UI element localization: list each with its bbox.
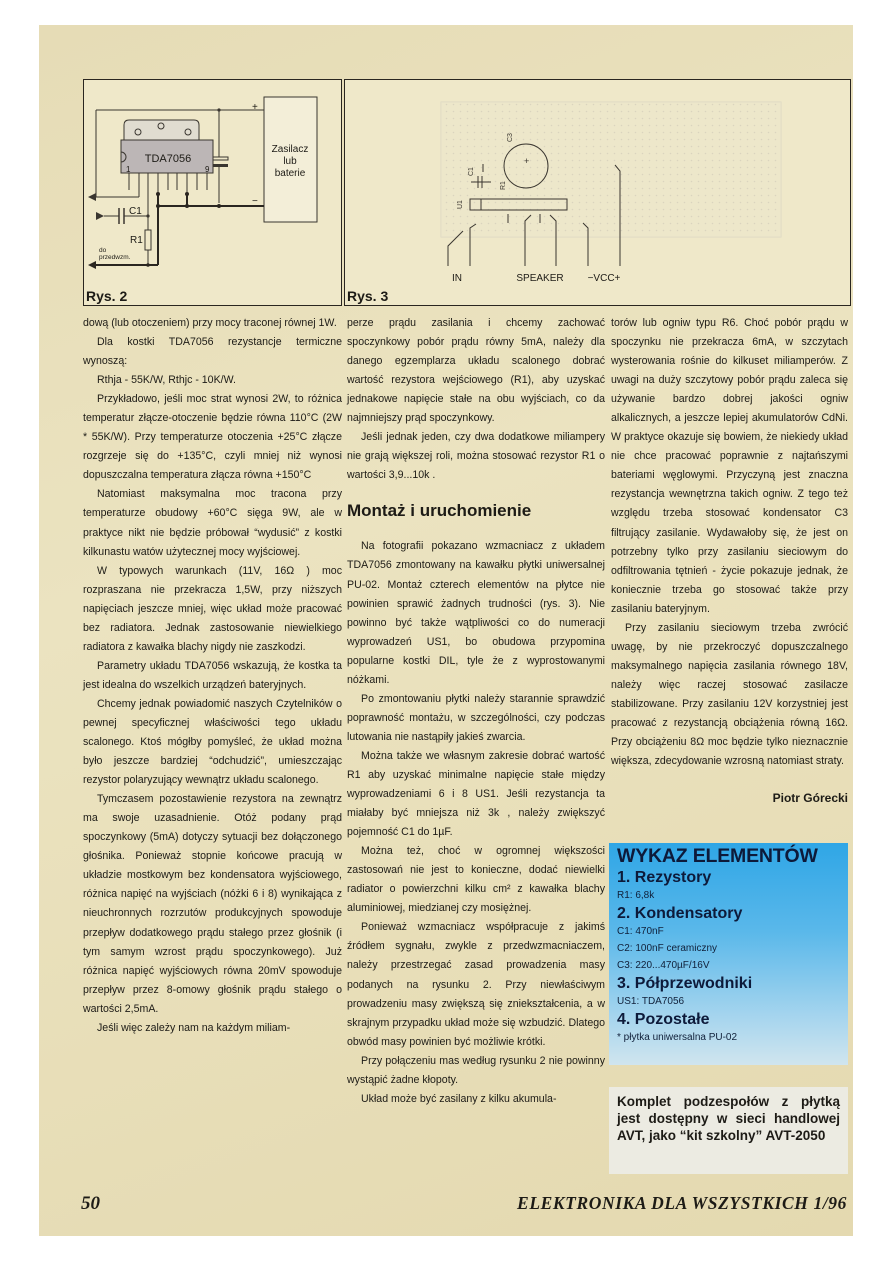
- paragraph: Na fotografii pokazano wzmacniacz z układem TDA7056 zmontowany na kawałku płytki uniwersalnej PU-02. Montaż czterech elementów na płytce nie powinien sprawić żadnych trudności (rys. 3). Nie powinno być także wątpliwości co do numeracji wyprowadzeń US1, bo obudowa przypomina popularne kostki DIL, tyle że z wyprostowanymi nóżkami.: [347, 540, 605, 686]
- paragraph: Tymczasem pozostawienie rezystora na zewnątrz ma swoje uzasadnienie. Otóż podany prąd spoczynkowy (5mA) dotyczy sytuacji bez dołączonego głośnika. Ponieważ stopnie końcowe pracują w układzie mostkowym bez kondensatora wyjściowego, różnica napięć na wyjściach (nóżki 6 i 8) wynikająca z nieuchronnych rozrzutów produkcyjnych spowoduje przepływ dodatkowego prądu stałego przez głośnik (i tym samym wzrost prądu spoczynkowego). Już różnica napięć wyjściowych równa 20mV spowoduje przepływ przez 8-omowy głośnik prądu stałego o wartości 2,5mA.: [83, 793, 342, 1015]
- svg-text:SPEAKER: SPEAKER: [516, 273, 564, 284]
- figure-caption: Rys. 2: [86, 288, 128, 304]
- svg-text:C3: C3: [507, 133, 514, 142]
- magazine-page: [39, 25, 853, 1236]
- svg-text:do: do: [99, 247, 107, 254]
- svg-text:R1: R1: [130, 235, 143, 246]
- paragraph: Ponieważ wzmacniacz współpracuje z jakimś źródłem sygnału, zwykle z przedwzmacniaczem, należy przestrzegać zasad prowadzenia masy podanych na rysunku 2. Przy niewłaściwym prowadzeniu masy zwiększą się zniekształcenia, a w skrajnym przypadku układ może się wzbudzić. Dlatego obwód masy powinien być możliwie krótki.: [347, 921, 605, 1048]
- parts-section-heading: 2. Kondensatory: [617, 905, 743, 922]
- svg-text:C1: C1: [468, 167, 475, 176]
- paragraph: perze prądu zasilania i chcemy zachować spoczynkowy pobór prądu równy 5mA, należy dla danego egzemplarza układu scalonego dobrać wartość rezystora wejściowego (R1), aby uzyskać jednakowe napięcie stałe na obu wyjściach, co da najmniejszy prąd spoczynkowy.: [347, 317, 605, 425]
- svg-text:−: −: [252, 196, 258, 207]
- svg-text:+: +: [524, 156, 530, 166]
- paragraph: Natomiast maksymalna moc tracona przy temperaturze obudowy +60°C sięga 9W, ale w praktyce nikt nie będzie próbował “wydusić” z kostki kilkunastu watów użytecznej mocy wyjściowej.: [83, 488, 342, 558]
- paragraph: Jeśli jednak jeden, czy dwa dodatkowe miliampery nie grają większej roli, można stosować rezystor R1 o wartości 3,9...10k .: [347, 431, 605, 482]
- svg-text:U1: U1: [457, 200, 464, 209]
- parts-list-title: WYKAZ ELEMENTÓW: [617, 845, 818, 867]
- parts-item: C3: 220...470µF/16V: [617, 960, 710, 971]
- svg-text:TDA7056: TDA7056: [144, 153, 192, 165]
- parts-item: C1: 470nF: [617, 926, 664, 937]
- paragraph: dową (lub otoczeniem) przy mocy traconej równej 1W.: [83, 317, 337, 329]
- parts-section-heading: 3. Półprzewodniki: [617, 975, 753, 992]
- figure-rys-3: [344, 79, 851, 306]
- paragraph: Jeśli więc zależy nam na każdym miliam-: [97, 1021, 291, 1034]
- parts-item: * płytka uniwersalna PU-02: [617, 1032, 738, 1043]
- parts-section-heading: 1. Rezystory: [617, 869, 712, 886]
- paragraph: Rthja - 55K/W, Rthjc - 10K/W.: [97, 374, 236, 387]
- parts-item: C2: 100nF ceramiczny: [617, 943, 718, 954]
- svg-text:baterie: baterie: [274, 168, 306, 179]
- figure-caption: Rys. 3: [347, 288, 389, 304]
- paragraph: Chcemy jednak powiadomić naszych Czytelników o pewnej specyficznej właściwości tego układu scalonego. Ktoś mógłby pomyśleć, że układ można było jeszcze bardziej “odchudzić”, umieszczając rezystor polaryzujący wewnątrz układu scalonego.: [83, 697, 342, 787]
- paragraph: torów lub ogniw typu R6. Choć pobór prądu w spoczynku nie przekracza 6mA, w szczytach wysterowania rośnie do kilkuset miliamperów. Z uwagi na duży szczytowy pobór prądu zaleca się używanie bardzo dobrej jakości ogniw alkalicznych, a jeszcze lepiej akumulatorów CdNi. W praktyce okazuje się bowiem, że niekiedy układ nie chce pracować poprawnie z najtańszymi bateriami węglowymi. Przyczyną jest znaczna rezystancja wewnętrzna takich ogniw. Z tego też względu trzeba stosować kondensator C3 filtrujący zasilanie. Wydawałoby się, że jest on potrzebny tylko przy zasilaniu sieciowym do odfiltrowania tętnień - życie pokazuje jednak, że koniecznie trzeba go stosować także przy zasilaniu bateryjnym.: [611, 317, 848, 615]
- text-column-left: [83, 314, 342, 1038]
- paragraph: Parametry układu TDA7056 wskazują, że kostka ta jest idealna do wszelkich urządzeń bateryjnych.: [83, 659, 342, 691]
- paragraph: Układ może być zasilany z kilku akumula-: [361, 1092, 557, 1105]
- author-signature: Piotr Górecki: [772, 791, 848, 806]
- svg-text:lub: lub: [283, 156, 297, 167]
- parts-list-box: [609, 843, 848, 1065]
- text-column-right: [611, 314, 848, 808]
- paragraph: Można także we własnym zakresie dobrać wartość R1 aby uzyskać minimalne napięcie stałe między wyprowadzeniami 6 i 8 US1. Jeśli rezystancja ta miałaby być mniejsza niż 3k , należy zwiększyć pojemność C1 do 1µF.: [347, 749, 605, 839]
- paragraph: Przykładowo, jeśli moc strat wynosi 2W, to różnica temperatur złącze-otoczenie będzie równa 110°C (2W * 55K/W). Przy temperaturze otoczenia +25°C złącze rozgrzeje się do +135°C, czyli mniej niż wynosi dopuszczalna temperatura złącza równa +150°C: [83, 393, 342, 482]
- pcb-layout-diagram: [345, 80, 850, 305]
- paragraph: Dla kostki TDA7056 rezystancje termiczne wynoszą:: [83, 336, 342, 368]
- svg-text:Zasilacz: Zasilacz: [271, 144, 309, 155]
- figure-rys-2: [83, 79, 342, 306]
- paragraph: Można też, choć w ogromnej większości zastosowań nie jest to konieczne, dodać niewielki radiator o powierzchni kilku cm² z kawałka blachy aluminiowej, miedzianej czy mosiężnej.: [347, 845, 605, 915]
- kit-availability-box: Komplet podzespołów z płytką jest dostępny w sieci handlowej AVT, jako “kit szkolny” AVT-2050: [609, 1087, 848, 1174]
- section-heading: Montaż i uruchomienie: [347, 501, 532, 521]
- svg-text:IN: IN: [452, 273, 462, 284]
- svg-text:1: 1: [126, 165, 131, 174]
- paragraph: W typowych warunkach (11V, 16Ω ) moc rozpraszana nie przekracza 1,5W, przy niższych napięciach jeszcze mniej, więc układ może pracować bez radiatora. Jednak zastosowanie niewielkiego radiatora z kawałka blachy nigdy nie zaszkodzi.: [83, 564, 342, 653]
- svg-text:9: 9: [205, 165, 210, 174]
- parts-item: US1: TDA7056: [617, 996, 685, 1007]
- svg-text:−VCC+: −VCC+: [587, 273, 621, 284]
- svg-text:C1: C1: [129, 206, 142, 217]
- tda7056-circuit-diagram: [84, 80, 341, 305]
- magazine-title: ELEKTRONIKA DLA WSZYSTKICH 1/96: [517, 1193, 847, 1213]
- paragraph: Przy zasilaniu sieciowym trzeba zwrócić uwagę, by nie przekroczyć dopuszczalnego maksymalnego napięcia zasilania równego 18V, należy więc raczej stosować zasilacze stabilizowane. Przy zasilaniu 12V korzystniej jest pracować z rezystancją obciążenia równą 16Ω. Przy obciążeniu 8Ω moc będzie tylko nieznacznie większa, zdecydowanie wzrosną natomiast straty.: [611, 621, 848, 768]
- paragraph: Przy połączeniu mas według rysunku 2 nie powinny wystąpić żadne kłopoty.: [347, 1054, 605, 1086]
- svg-text:+: +: [252, 102, 258, 113]
- svg-text:przedwzm.: przedwzm.: [99, 254, 131, 261]
- paragraph: Po zmontowaniu płytki należy starannie sprawdzić poprawność montażu, w szczególności, czy podczas lutowania nie nastąpiły jakieś zwarcia.: [347, 692, 605, 743]
- parts-item: R1: 6,8k: [617, 890, 655, 901]
- parts-section-heading: 4. Pozostałe: [617, 1011, 710, 1028]
- page-number: 50: [81, 1193, 100, 1214]
- svg-text:R1: R1: [500, 181, 507, 190]
- text-column-middle: [347, 314, 605, 1109]
